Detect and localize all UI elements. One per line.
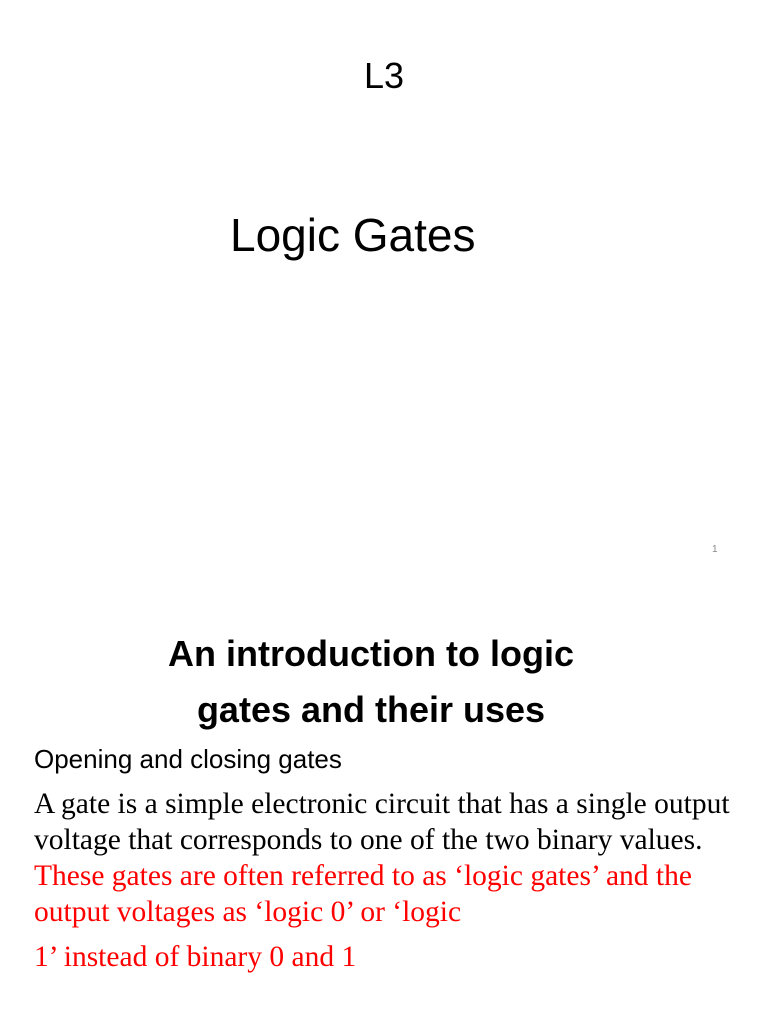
section-subheading: Opening and closing gates	[34, 744, 342, 774]
slide-number: 1	[712, 544, 718, 555]
slide-heading-line-2: gates and their uses	[196, 689, 546, 730]
slide-heading-line-1: An introduction to logic	[168, 633, 574, 674]
paragraph-red-last-line: 1’ instead of binary 0 and 1	[34, 941, 357, 973]
slide-heading	[0, 626, 742, 738]
body-paragraph	[34, 786, 754, 975]
slide-title: Logic Gates	[230, 209, 476, 261]
paragraph-red-text: These gates are often referred to as ‘logic gates’ and the output voltages as ‘logic 0’ or ‘logic	[34, 860, 692, 928]
lecture-code: L3	[363, 55, 405, 96]
paragraph-black-text: A gate is a simple electronic circuit that has a single output voltage that corresponds to one of the two binary values.	[34, 788, 730, 856]
slide-2	[0, 576, 768, 1024]
